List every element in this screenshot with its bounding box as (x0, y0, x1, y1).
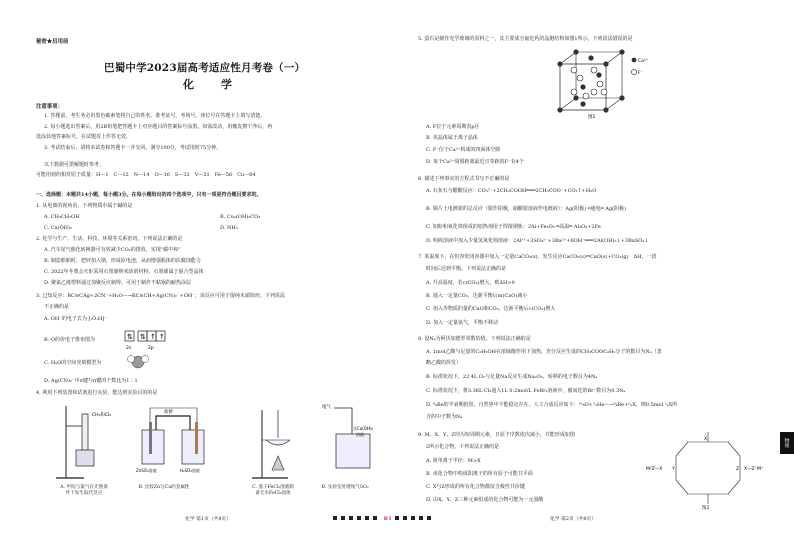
q8-option-d-cont: 含的中子数为Nₐ (426, 414, 463, 420)
side-tab: 物理 (780, 432, 794, 454)
q8-option-a-cont: 略乙酸的挥发） (426, 360, 462, 366)
apparatus-a-label: CH₄和Cl₂ (92, 413, 112, 418)
atomic-mass: 可能用到的相对原子质量：H—1 C—12 N—14 O—16 S—32 V—51 Fe—56 Cu—64 (36, 172, 256, 178)
notice-line: 选涂其他答案标号。在试题卷上作答无效。 (36, 134, 132, 140)
structure-figure-2 (644, 430, 772, 510)
q1-option-c: C. Ca(OH)₂ (44, 225, 72, 231)
question-1: 1. 从电离的视角看，下列物质中属于碱的是 (36, 203, 133, 209)
struct-label-right: X—Z⁻M⁺ (744, 467, 764, 472)
q9-option-c: C. X与Z形成的所有化合物都仅含极性共价键 (426, 484, 525, 490)
orbital-diagram (124, 329, 184, 353)
notice-heading: 注意事项： (36, 104, 63, 110)
svg-text:↑: ↑ (159, 333, 165, 341)
struct-label-left: M²Z—X (646, 467, 663, 472)
q6-option-c: C. 铝粉和氧化铁组成的铝热剂用于焊接钢轨：2Al+Fe₂O₃ ═高温═ Al₂O₃+2Fe (426, 224, 601, 230)
q8-option-c: C. 标准状况下，将3.36L Cl₂通入1L 0.2mol/L FeBr₂溶液中，被氧化的Br⁻数目为0.3Nₐ (426, 388, 626, 394)
q5-option-d: D. 每个Ca²⁺周围距离最近且等距的F⁻有4个 (426, 159, 524, 165)
struct-atom-z: Z (736, 467, 740, 472)
q8-option-b: B. 标准状况下，22.4L O₂与足量Na反应生成Na₂O₂，转移的电子数目为4Nₐ (426, 374, 598, 380)
q2-option-a: A. 汽车尾气催化转换器可有效减少CO₂的排放，实现“碳中和” (44, 247, 181, 253)
question-5: 5. 萤石是制作光学玻璃的原料之一，其主要成分氟化钙的晶胞结构如图1所示。下列说法错误的是 (418, 36, 633, 42)
q8-option-a: A. 1mol乙酸与足量的C₂H₅OH在浓硫酸作用下加热，充分反应生成的CH₃COOC₂H₅分子的数目为Nₐ（忽 (426, 349, 662, 355)
salt-bridge-label: 盐桥 (164, 410, 173, 415)
q6-option-a: A. 石灰石与醋酸反应：CO₃²⁻+2CH₃COOH═══2CH₃COO⁻+CO₂↑+H₂O (426, 188, 597, 194)
q5-option-b: B. 该晶体属于离子晶体 (426, 135, 478, 141)
figure-1-caption: 图1 (588, 115, 596, 120)
question-3-cont: 不正确的是 (44, 304, 70, 310)
q7-option-d: D. 加入一定量氩气，平衡不移动 (426, 320, 499, 326)
q6-option-b: B. 铜片上电镀银的总反应（银作阳极，硝酸银溶液作电镀液）：Ag(阳极) ═通电═ Ag(阴极) (426, 206, 626, 212)
q1-option-a: A. CH₃CH₂OH (44, 214, 80, 220)
section-heading: 一、选择题：本题共14小题，每小题3分。在每小题给出的四个选项中，只有一项是符合题目要求的。 (36, 192, 262, 198)
bottom-mark: BI (383, 516, 393, 522)
apparatus-a (56, 406, 111, 478)
caption-c: C. 蒸干FeCl₃溶液制备无水FeCl₃固体 (252, 485, 294, 496)
secret-label: 秘密★启用前 (36, 39, 69, 45)
legend-ca: Ca²⁺ (638, 59, 649, 64)
question-9: 9. M、X、Y、Z均为短周期元素，且原子序数依次减小，并能形成如图 (418, 432, 575, 438)
solution-label: 溶液 (356, 432, 364, 437)
page-right (400, 0, 794, 544)
caption-d: D. 实验室处理尾气SO₂ (321, 485, 369, 490)
q7-option-a: A. 升高温度，若c(CO₂)增大，则ΔH>0 (426, 280, 515, 286)
q5-option-a: A. F位于元素周期表p区 (426, 124, 480, 130)
q8-option-d: D. ⁹₄Be的半衰期很短，自然界中不能稳定存在。人工合成反应如下：¹⁶₈O+³₂He—→⁹₄Be+ᵇₐX，则0.5mol ᵇₐX所 (426, 402, 678, 408)
q6-option-d: D. 明矾溶液中加入少量氢氧化钡溶液：2Al³⁺+3SO₄²⁻+3Ba²⁺+6OH⁻═══2Al(OH)₃↓+3BaSO₄↓ (426, 238, 649, 244)
q9-option-a: A. 简单离子半径：M>X (426, 458, 481, 464)
q2-option-d: D. 聚氯乙烯塑料通过加聚反应制得，可用于制作不粘锅的耐热涂层 (44, 280, 192, 286)
q3-option-b: B. O的价电子排布图为 (44, 337, 95, 343)
question-9-cont: 2所示化合物。下列说法正确的是 (426, 444, 500, 450)
data-heading: 以下数据可供解题时参考。 (44, 162, 105, 168)
q5-option-c: C. F⁻位于Ca²⁺构成的四面体空隙 (426, 147, 501, 153)
notice-line: 3. 考试结束后，请将本试卷和答题卡一并交回。满分100分，考试用时75分钟。 (44, 145, 222, 151)
caption-b: B. 比较Zn与Cu的金属性 (138, 485, 190, 490)
legend-f: F⁻ (638, 71, 643, 76)
svg-text:⇅: ⇅ (127, 333, 133, 341)
apparatus-b (136, 408, 204, 473)
q3-option-c: C. H₂O的空间充填模型为 (44, 360, 102, 366)
q7-option-c: C. 加入等物质的量的CaO和CO₂，达新平衡后c(CO₂)增大 (426, 306, 556, 312)
notice-line: 2. 每小题选出答案后，用2B铅笔把答题卡上对应题目的答案标号涂黑。如需改动，用橡皮擦干净后，再 (44, 124, 273, 130)
struct-atom-x: X (704, 437, 708, 442)
q2-option-c: C. 2022年冬奥会火炬采用石墨烯纳米防滑材料，石墨烯属于混合型晶体 (44, 269, 204, 275)
question-7-cont: 时间后达到平衡。下列说法正确的是 (426, 266, 507, 272)
footer-left: 化学·第1页（共8页） (185, 517, 232, 522)
apparatus-d (322, 403, 374, 468)
orbital-label-2p: 2p (148, 346, 154, 351)
notice-line: 1. 答题前，考生务必用黑色碳素笔将自己的姓名、准考证号、考场号、座位号在答题卡上填写清楚。 (44, 113, 266, 119)
question-6: 6. 描述下列事实的方程式书写不正确的是 (418, 176, 510, 182)
question-3: 3. 已知反应：RC≡CAg+2CN⁻+H₂O—→RC≡CH+Ag(CN)₂⁻+OH⁻，该反应可用于提纯末端炔烃。下列说法 (36, 293, 285, 299)
orbital-label-2s: 2s (126, 346, 132, 351)
znso4-label: ZnSO₄溶液 (136, 468, 157, 473)
svg-text:↑: ↑ (150, 333, 156, 341)
struct-atom-y: Y (672, 467, 675, 472)
q1-option-b: B. Cu₂(OH)₂CO₃ (220, 214, 261, 220)
apparatus-figures (52, 400, 382, 484)
figure-2-caption: 图2 (702, 506, 710, 510)
water-model (126, 352, 150, 370)
q2-option-b: B. 制造船舶时，把锌加入钢，形成原电池，从而增强船体的抗腐蚀能力 (44, 258, 201, 264)
subject-title: 化 学 (183, 78, 240, 91)
tail-gas-label: 尾气 (322, 405, 331, 410)
q9-option-b: B. 该化合物中构成阳离子的所有原子可能共平面 (426, 471, 533, 477)
question-2: 2. 化学与生产、生活、科技、环境等关系密切。下列说法正确的是 (36, 236, 183, 242)
question-4: 4. 利用下列装置和试剂进行实验，能达到实验目的的是 (36, 390, 158, 396)
question-8: 8. 设Nₐ为阿伏加德罗常数的值。下列说法正确的是 (418, 336, 531, 342)
svg-text:⇅: ⇅ (140, 333, 146, 341)
q7-option-b: B. 通入一定量CO₂，达新平衡后m(CaO)减小 (426, 293, 528, 299)
q9-option-d: D. 由X、Y、Z三种元素组成的化合物可能为一元弱酸 (426, 497, 544, 503)
q3-option-a: A. OH⁻的电子式为 [:Ö:H]⁻ (44, 316, 107, 322)
apparatus-c (252, 410, 290, 478)
caption-a: A. 甲烷与氯气在光照条件下发生取代反应 (60, 485, 108, 496)
question-7: 7. 某温度下，在恒容密闭容器中加入一定量CaCO₃(s)，发生反应CaCO₃(s)⇌CaO(s)+CO₂(g) ΔH，一段 (418, 254, 657, 260)
q3-option-d: D. Ag(CN)₂⁻中σ键与π键的个数比为1∶1 (44, 378, 138, 384)
exam-title: 巴蜀中学2023届高考适应性月考卷（一） (104, 62, 306, 74)
h2so4-label: H₂SO₄溶液 (180, 468, 200, 473)
footer-right: 化学·第2页（共8页） (550, 517, 597, 522)
crystal-cell-figure (540, 48, 650, 120)
caoh2-label: 含Ca(OH)₂ (353, 426, 374, 431)
q1-option-d: D. NH₃ (220, 225, 238, 231)
